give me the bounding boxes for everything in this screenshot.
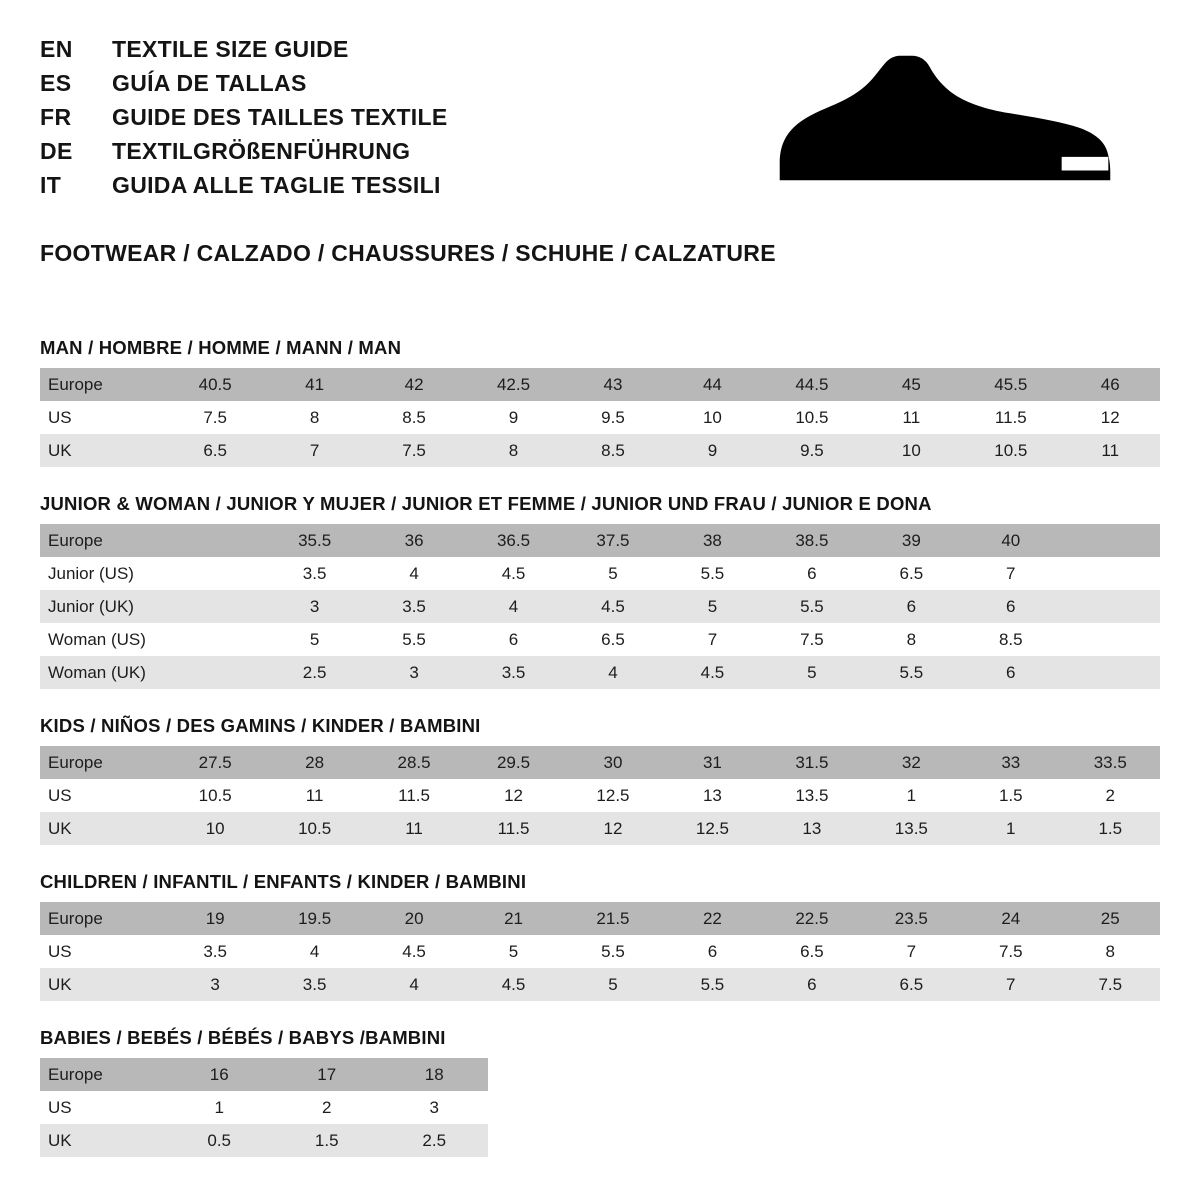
cell: 11.5 [464, 812, 563, 845]
row-label: Europe [40, 1058, 165, 1091]
cell: 16 [165, 1058, 273, 1091]
cell: 12.5 [563, 779, 662, 812]
cell: 1 [862, 779, 961, 812]
cell [1061, 557, 1160, 590]
cell: 9.5 [762, 434, 861, 467]
cell: 19 [165, 902, 264, 935]
cell: 3 [380, 1091, 488, 1124]
size-tables [40, 337, 1160, 1157]
cell: 8 [464, 434, 563, 467]
size-table-kids [40, 746, 1160, 845]
section-man [40, 337, 1160, 467]
cell: 18 [380, 1058, 488, 1091]
table-row [40, 779, 1160, 812]
cell: 1.5 [1061, 812, 1160, 845]
cell: 44.5 [762, 368, 861, 401]
cell: 3.5 [165, 935, 264, 968]
cell: 4.5 [464, 968, 563, 1001]
cell: 6 [762, 557, 861, 590]
table-row [40, 623, 1160, 656]
row-label: UK [40, 812, 165, 845]
cell [165, 656, 264, 689]
row-label: US [40, 401, 165, 434]
cell: 28 [265, 746, 364, 779]
cell: 11 [265, 779, 364, 812]
cell: 13.5 [862, 812, 961, 845]
row-label: US [40, 935, 165, 968]
cell: 45 [862, 368, 961, 401]
cell: 29.5 [464, 746, 563, 779]
cell: 4 [563, 656, 662, 689]
cell: 44 [663, 368, 762, 401]
cell: 37.5 [563, 524, 662, 557]
language-title: TEXTILGRÖßENFÜHRUNG [112, 138, 411, 164]
language-title: TEXTILE SIZE GUIDE [112, 36, 349, 62]
cell: 36 [364, 524, 463, 557]
section-title: KIDS / NIÑOS / DES GAMINS / KINDER / BAMBINI [40, 715, 481, 736]
size-table-junior-woman [40, 524, 1160, 689]
table-row [40, 1058, 488, 1091]
language-row [40, 138, 448, 165]
cell [165, 524, 264, 557]
cell: 40 [961, 524, 1060, 557]
cell: 46 [1061, 368, 1160, 401]
cell [1061, 623, 1160, 656]
row-label: UK [40, 1124, 165, 1157]
cell: 38.5 [762, 524, 861, 557]
cell: 1 [961, 812, 1060, 845]
row-label: Europe [40, 902, 165, 935]
cell: 1.5 [273, 1124, 381, 1157]
language-title-list [40, 36, 448, 206]
cell: 0.5 [165, 1124, 273, 1157]
language-row [40, 172, 448, 199]
cell: 42.5 [464, 368, 563, 401]
row-label: US [40, 1091, 165, 1124]
cell: 7 [961, 968, 1060, 1001]
table-row [40, 557, 1160, 590]
cell: 6 [862, 590, 961, 623]
page-header [40, 36, 1160, 206]
cell: 39 [862, 524, 961, 557]
cell: 7.5 [165, 401, 264, 434]
cell: 21.5 [563, 902, 662, 935]
cell: 27.5 [165, 746, 264, 779]
cell: 7.5 [1061, 968, 1160, 1001]
section-title: CHILDREN / INFANTIL / ENFANTS / KINDER / BAMBINI [40, 871, 527, 892]
cell: 12 [563, 812, 662, 845]
cell: 12.5 [663, 812, 762, 845]
cell: 2 [1061, 779, 1160, 812]
cell: 40.5 [165, 368, 264, 401]
section-title: BABIES / BEBÉS / BÉBÉS / BABYS /BAMBINI [40, 1027, 446, 1048]
category-title: FOOTWEAR / CALZADO / CHAUSSURES / SCHUHE / CALZATURE [40, 240, 776, 266]
cell: 5.5 [663, 968, 762, 1001]
cell [1061, 524, 1160, 557]
cell: 9 [464, 401, 563, 434]
row-label: Europe [40, 368, 165, 401]
row-label: Woman (US) [40, 623, 165, 656]
table-row [40, 968, 1160, 1001]
cell: 17 [273, 1058, 381, 1091]
cell: 5.5 [862, 656, 961, 689]
cell: 13 [663, 779, 762, 812]
cell: 3 [265, 590, 364, 623]
cell: 4.5 [464, 557, 563, 590]
size-table-babies [40, 1058, 488, 1157]
cell: 6 [961, 590, 1060, 623]
cell: 11.5 [961, 401, 1060, 434]
cell: 33.5 [1061, 746, 1160, 779]
cell: 21 [464, 902, 563, 935]
cell: 6 [961, 656, 1060, 689]
table-row [40, 590, 1160, 623]
cell: 10 [663, 401, 762, 434]
cell: 12 [1061, 401, 1160, 434]
table-row [40, 935, 1160, 968]
cell: 6.5 [862, 557, 961, 590]
cell: 22.5 [762, 902, 861, 935]
language-row [40, 36, 448, 63]
cell: 33 [961, 746, 1060, 779]
cell: 45.5 [961, 368, 1060, 401]
cell: 12 [464, 779, 563, 812]
language-title: GUIDE DES TAILLES TEXTILE [112, 104, 448, 130]
cell: 4 [464, 590, 563, 623]
table-row [40, 902, 1160, 935]
cell: 7 [663, 623, 762, 656]
cell: 5 [762, 656, 861, 689]
row-label: Europe [40, 746, 165, 779]
table-row [40, 1091, 488, 1124]
language-code: DE [40, 138, 73, 164]
language-row [40, 70, 448, 97]
language-row [40, 104, 448, 131]
cell: 10 [165, 812, 264, 845]
cell: 5 [663, 590, 762, 623]
cell: 6.5 [563, 623, 662, 656]
cell: 11 [1061, 434, 1160, 467]
cell: 5 [464, 935, 563, 968]
cell [165, 557, 264, 590]
cell: 5 [563, 968, 662, 1001]
table-row [40, 368, 1160, 401]
cell: 10.5 [961, 434, 1060, 467]
cell: 31 [663, 746, 762, 779]
cell: 19.5 [265, 902, 364, 935]
cell: 1 [165, 1091, 273, 1124]
cell: 5 [265, 623, 364, 656]
cell: 11 [364, 812, 463, 845]
cell [1061, 656, 1160, 689]
language-code: EN [40, 36, 73, 62]
cell: 6 [464, 623, 563, 656]
cell: 10.5 [762, 401, 861, 434]
cell: 8 [265, 401, 364, 434]
cell: 1.5 [961, 779, 1060, 812]
cell: 13 [762, 812, 861, 845]
section-junior-woman [40, 493, 1160, 689]
cell: 41 [265, 368, 364, 401]
cell: 7.5 [961, 935, 1060, 968]
cell: 3 [165, 968, 264, 1001]
cell: 23.5 [862, 902, 961, 935]
row-label: US [40, 779, 165, 812]
cell: 32 [862, 746, 961, 779]
cell: 9 [663, 434, 762, 467]
cell: 3.5 [464, 656, 563, 689]
section-kids [40, 715, 1160, 845]
language-code: IT [40, 172, 62, 198]
cell [165, 590, 264, 623]
cell: 7.5 [762, 623, 861, 656]
cell: 6.5 [762, 935, 861, 968]
cell: 2 [273, 1091, 381, 1124]
cell: 30 [563, 746, 662, 779]
cell: 3.5 [364, 590, 463, 623]
cell: 20 [364, 902, 463, 935]
cell: 4.5 [563, 590, 662, 623]
cell: 36.5 [464, 524, 563, 557]
cell: 8.5 [563, 434, 662, 467]
cell: 6 [762, 968, 861, 1001]
cell: 13.5 [762, 779, 861, 812]
language-code: FR [40, 104, 72, 130]
cell: 3.5 [265, 557, 364, 590]
section-children [40, 871, 1160, 1001]
cell: 24 [961, 902, 1060, 935]
language-title: GUÍA DE TALLAS [112, 70, 307, 96]
cell: 43 [563, 368, 662, 401]
section-babies [40, 1027, 1160, 1157]
cell: 7.5 [364, 434, 463, 467]
cell: 5 [563, 557, 662, 590]
cell: 38 [663, 524, 762, 557]
language-code: ES [40, 70, 72, 96]
cell: 11 [862, 401, 961, 434]
cell: 7 [265, 434, 364, 467]
cell: 4.5 [364, 935, 463, 968]
cell: 8.5 [364, 401, 463, 434]
cell [165, 623, 264, 656]
cell: 31.5 [762, 746, 861, 779]
cell: 11.5 [364, 779, 463, 812]
cell: 6 [663, 935, 762, 968]
table-row [40, 746, 1160, 779]
cell: 5.5 [762, 590, 861, 623]
section-title: JUNIOR & WOMAN / JUNIOR Y MUJER / JUNIOR ET FEMME / JUNIOR UND FRAU / JUNIOR E DONA [40, 493, 932, 514]
table-row [40, 812, 1160, 845]
cell: 5.5 [364, 623, 463, 656]
cell: 28.5 [364, 746, 463, 779]
row-label: Junior (US) [40, 557, 165, 590]
row-label: UK [40, 968, 165, 1001]
cell: 3.5 [265, 968, 364, 1001]
cell: 9.5 [563, 401, 662, 434]
cell: 3 [364, 656, 463, 689]
cell: 6.5 [862, 968, 961, 1001]
table-row [40, 1124, 488, 1157]
section-title: MAN / HOMBRE / HOMME / MANN / MAN [40, 337, 402, 358]
table-row [40, 434, 1160, 467]
cell: 6.5 [165, 434, 264, 467]
language-title: GUIDA ALLE TAGLIE TESSILI [112, 172, 441, 198]
cell: 25 [1061, 902, 1160, 935]
cell [1061, 590, 1160, 623]
cell: 7 [862, 935, 961, 968]
cell: 2.5 [265, 656, 364, 689]
dress-shoe-icon [770, 54, 1130, 204]
cell: 42 [364, 368, 463, 401]
cell: 8 [1061, 935, 1160, 968]
cell: 8 [862, 623, 961, 656]
size-table-man [40, 368, 1160, 467]
row-label: Junior (UK) [40, 590, 165, 623]
table-row [40, 401, 1160, 434]
cell: 10.5 [165, 779, 264, 812]
cell: 22 [663, 902, 762, 935]
cell: 4 [364, 968, 463, 1001]
size-table-children [40, 902, 1160, 1001]
cell: 7 [961, 557, 1060, 590]
cell: 10.5 [265, 812, 364, 845]
table-row [40, 656, 1160, 689]
row-label: Woman (UK) [40, 656, 165, 689]
cell: 4 [364, 557, 463, 590]
cell: 4.5 [663, 656, 762, 689]
cell: 10 [862, 434, 961, 467]
cell: 5.5 [563, 935, 662, 968]
table-row [40, 524, 1160, 557]
row-label: UK [40, 434, 165, 467]
row-label: Europe [40, 524, 165, 557]
cell: 5.5 [663, 557, 762, 590]
cell: 2.5 [380, 1124, 488, 1157]
cell: 35.5 [265, 524, 364, 557]
cell: 4 [265, 935, 364, 968]
cell: 8.5 [961, 623, 1060, 656]
